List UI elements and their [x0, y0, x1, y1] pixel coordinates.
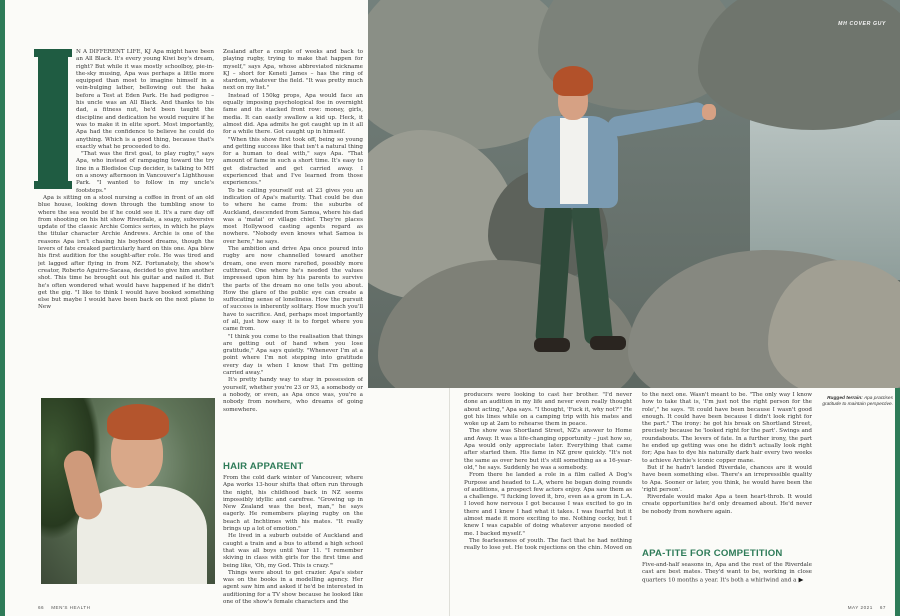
article-paragraph: Riverdale would make Apa a teen heart-throb. It would create opportunities he'd only dreamed about. He'd never be nobody from nowhere again.	[642, 494, 812, 515]
folio-right	[848, 605, 886, 610]
section-heading-hair-apparent: HAIR APPARENT	[223, 461, 304, 472]
caption-label: Rugged terrain:	[827, 396, 863, 401]
section-tag: MH COVER GUY	[838, 21, 886, 27]
photo-caption	[815, 396, 893, 408]
article-paragraph: But if he hadn't landed Riverdale, chances are it would have been something else. There's an irrepressible quality to Apa. Sooner or later, you think, he would have been the 'right person'.	[642, 464, 812, 493]
article-paragraph: To be calling yourself out at 23 gives you an indication of Apa's maturity. That could be due to where he came from: the suburbs of Auckland, descended from Samoa, where his dad was a 'matai' or village chief. They're places most Hollywood casting agents regard as nowhere. "Nobody even knows what Samoa is over here," he says.	[223, 187, 363, 245]
article-paragraph: From the cold dark winter of Vancouver, where Apa works 13-hour shifts that often run through the night, his childhood back in NZ seems impossibly idyllic and carefree. "Growing up in New Zealand was the best, man," he says eagerly. He remembers playing rugby on the beach at Inchtimes with his mates. "It really brings up a lot of emotion."	[223, 475, 363, 533]
article-paragraph: producers were looking to cast her brother. "I'd never done an audition in my life and never even really thought about acting," Apa says. "I thought, 'Fuck it, why not?'" He got his lines while on a camping trip with his mates and woke up at 2am to rehearse them in peace.	[464, 392, 632, 428]
subject-figure	[368, 0, 900, 388]
article-column-2-continued	[223, 475, 363, 605]
green-edge-stripe	[0, 0, 5, 616]
article-paragraph: to the next one. Wasn't meant to be. "The only way I know how to take that is, 'I'm just not the right person for the role'," he says. "It could have been because I wasn't good enough. It could have been because I didn't look right for the part." The irony: he got his break on Shortland Street, precisely because he 'looked right for the part'. Swings and roundabouts. The levers of fate. In a further irony, the part he ended up getting was one he didn't actually look right for; Apa has to dye his naturally dark hair every two weeks to achieve Archie's iconic copper mane.	[642, 392, 812, 464]
folio-left	[38, 605, 90, 610]
article-paragraph: From there he landed a role in a film called A Dog's Purpose and headed to L.A, where he began doing rounds of auditions, a prospect few actors enjoy. Apa saw them as a challenge. "I fucking loved it, bro, even as a grom in L.A. I loved how nervous I got because I was excited to go in there and I knew I had what it takes. I was fearful but it almost made it more exciting to me. Nothing cocky, but I knew I was capable of doing whatever anyone needed of me. I backed myself."	[464, 472, 632, 537]
article-paragraph: It's pretty handy way to stay in possession of yourself, whether you're 23 or 93, a somebody or a nobody, or even, as Apa once was, you're a nobody from nowhere, who dreams of going somewhere.	[223, 377, 363, 413]
article-paragraph: Apa is sitting on a stool nursing a coffee in front of an old blue house, looking down through the tumbling snow to where the sea would be if he could see it. It's a rare day off from shooting on his hit show Riverdale, a soapy, subversive update of the classic Archie Comics series, in which he plays the titular character Archie Andrews. Archie is one of the reasons Apa isn't chasing his boyhood dreams, though the levers of fate creaked particularly hard on this one. Apa blew his first audition for the sought-after role. He was tired and jet lagged after flying in from NZ. Fortunately, the show's creator, Roberto Aguirre-Sacasa, decided to give him another shot. This time he brought out his guitar and nailed it. But he's often wondered what would have happened if he didn't get the gig. "I like to think I would have booked something else but maybe I would have been back on the next plane to New	[38, 194, 214, 311]
issue-date: MAY 2021	[847, 605, 873, 610]
article-column-4	[642, 392, 812, 542]
article-paragraph: The ambition and drive Apa once poured into rugby are now channelled toward another dream, one even more rarefied, possibly more cutthroat. One where he's needed the values impressed upon him by his parents to survive the parts of the dream no one tells you about. How the glare of the public eye can create a suffocating sense of loneliness. How the pursuit of success is inherently solitary. How much you'll have to sacrifice. And, perhaps most importantly of all, just how easy it is to forget where you came from.	[223, 246, 363, 333]
page-number: 66	[38, 605, 45, 610]
article-paragraph: N A DIFFERENT LIFE, KJ Apa might have been an All Black. It's every young Kiwi boy's dream, right? But while it was mostly schoolboy, pie-in-the-sky musing, Apa was perhaps a little more equipped than most to imagine himself in a vein-bulging lather, bellowing out the haka before a Test at Eden Park. He had pedigree – his uncle was an All Black. And thanks to his dad, a fitness nut, he'd been taught the discipline and dedication he would require if he was to make it in elite sport. Most importantly, Apa had the confidence to believe he could do anything. Which is a good thing, because that's exactly what he proceeded to do.	[76, 49, 214, 150]
article-paragraph: The show was Shortland Street, NZ's answer to Home and Away. It was a life-changing opportunity – just how so, Apa would only appreciate later. Everything that came after started then. His fame in NZ grew quickly. "It's not the same as over here but it's still something as a 16-year-old," he says. Suddenly he was a somebody.	[464, 428, 632, 471]
article-paragraph: Zealand after a couple of weeks and back to playing rugby, trying to make that happen for myself," says Apa, whose abbreviated nickname KJ – short for Keneti James – has the ring of stardom, whatever the field. "It was pretty much next on my list."	[223, 49, 363, 92]
article-paragraph-text: Five-and-half seasons in, Apa and the rest of the Riverdale cast are best mates. They'd want to be, working in close quarters 10 months a year. It's both a whirlwind and a	[642, 562, 812, 584]
article-column-1	[38, 49, 214, 393]
magazine-name: MEN'S HEALTH	[51, 605, 91, 610]
article-paragraph: The fearlessness of youth. The fact that he had nothing really to lose yet. He took rejections on the chin. Moved on	[464, 537, 632, 552]
article-column-2	[223, 49, 363, 459]
article-paragraph: Things were about to get crazier. Apa's sister was on the books in a modelling agency. Her agent saw him and asked if he'd be interested in auditioning for a TV show because he looked like one of the show's female characters and the	[223, 569, 363, 605]
article-paragraph: He lived in a suburb outside of Auckland and caught a train and a bus to attend a high school that was all boys until Year 11. "I remember skiving in class with girls for the first time and being like, 'Oh, my God. This is crazy.'"	[223, 533, 363, 569]
portrait-photo	[41, 398, 215, 584]
article-paragraph: "That was the first goal, to play rugby," says Apa, who instead of rampaging toward the try line in a Bledisloe Cup decider, is talking to MH on a snowy afternoon in Vancouver's Lighthouse Park. "I wanted to follow in my uncle's footsteps."	[76, 151, 214, 194]
article-paragraph: "When this show first took off, being so young and getting success like that isn't a natural thing for a human to deal with," says Apa. "That amount of fame in such a short time. It's easy to get distracted and get carried away. I experienced that and I've learned from those experiences."	[223, 136, 363, 187]
article-paragraph	[642, 562, 812, 584]
arrow-right-icon	[798, 577, 804, 583]
article-paragraph: "I think you come to the realisation that things are getting out of hand when you lose gratitude," Apa says quietly. "Whenever I'm at a point where I'm not stepping into gratitude every day is when I know that I'm getting carried away."	[223, 333, 363, 377]
caption-text: Apa practises gratitude to maintain perspective.	[822, 396, 893, 407]
article-column-3	[464, 392, 632, 610]
page-number: 67	[879, 605, 886, 610]
feature-photo	[368, 0, 900, 388]
article-paragraph: Instead of 150kg props, Apa would face an equally imposing psychological foe in overnight fame and its stacked front row: money, girls, media. It can easily swallow a kid up. Heck, it almost did. Apa admits he got caught up in it all for a while there. Got caught up in himself.	[223, 92, 363, 136]
article-column-4-continued	[642, 562, 812, 592]
section-heading-apa-tite: APA-TITE FOR COMPETITION	[642, 548, 783, 559]
